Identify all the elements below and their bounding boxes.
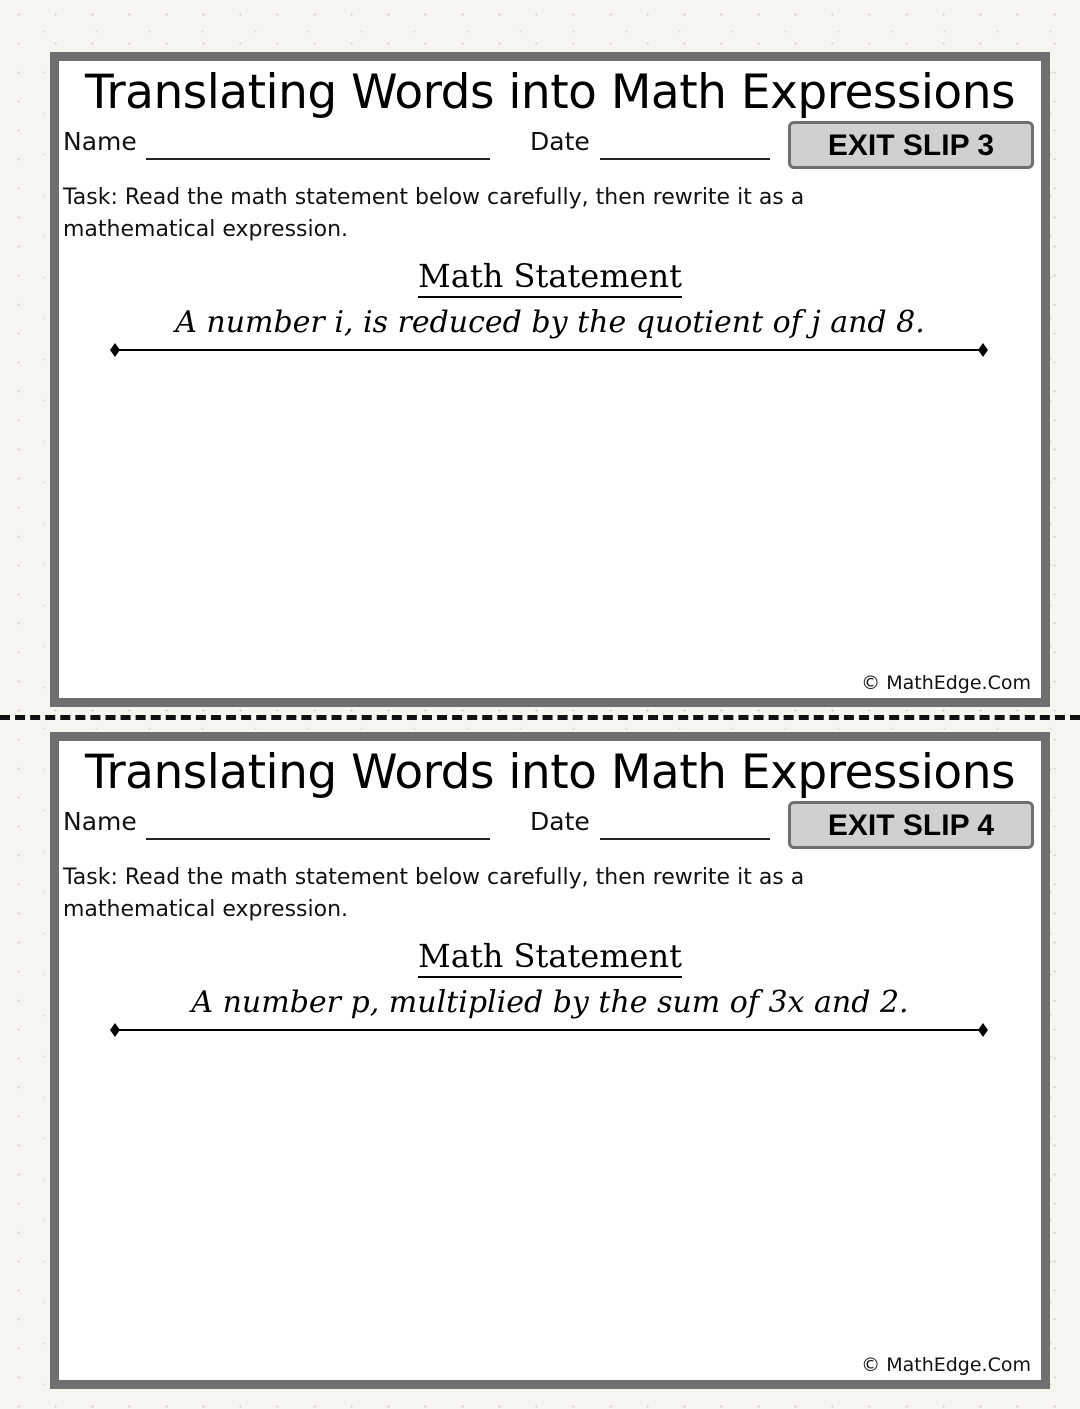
divider-rule (109, 343, 989, 357)
date-blank-line[interactable] (600, 838, 770, 840)
name-blank-line[interactable] (146, 838, 490, 840)
math-statement-heading (59, 937, 1041, 975)
exit-slip-badge: EXIT SLIP 3 (788, 121, 1034, 169)
diamond-icon (110, 1023, 120, 1037)
math-statement-text: A number p, multiplied by the sum of 3x and 2. (191, 985, 909, 1020)
name-blank-line[interactable] (146, 158, 490, 160)
task-instructions: Task: Read the math statement below carefully, then rewrite it as a mathematical expression. (63, 185, 805, 242)
copyright-notice: © MathEdge.Com (861, 1354, 1031, 1376)
copyright-notice: © MathEdge.Com (861, 672, 1031, 694)
math-statement-text: A number i, is reduced by the quotient of j and 8. (175, 305, 925, 340)
divider-rule (109, 1023, 989, 1037)
exit-slip-card (50, 732, 1050, 1389)
exit-slip-badge: EXIT SLIP 4 (788, 801, 1034, 849)
exit-slip-card (50, 52, 1050, 707)
math-statement-heading (59, 257, 1041, 295)
task-instructions: Task: Read the math statement below carefully, then rewrite it as a mathematical expression. (63, 865, 805, 922)
diamond-icon (978, 1023, 988, 1037)
math-statement-heading-text: Math Statement (418, 257, 682, 298)
date-blank-line[interactable] (600, 158, 770, 160)
math-statement-heading-text: Math Statement (418, 937, 682, 978)
cut-line (0, 715, 1080, 720)
worksheet-title: Translating Words into Math Expressions (85, 745, 1015, 800)
worksheet-title: Translating Words into Math Expressions (85, 65, 1015, 120)
diamond-icon (110, 343, 120, 357)
name-label: Name (63, 127, 137, 156)
date-label: Date (530, 807, 590, 836)
diamond-icon (978, 343, 988, 357)
name-label: Name (63, 807, 137, 836)
date-label: Date (530, 127, 590, 156)
